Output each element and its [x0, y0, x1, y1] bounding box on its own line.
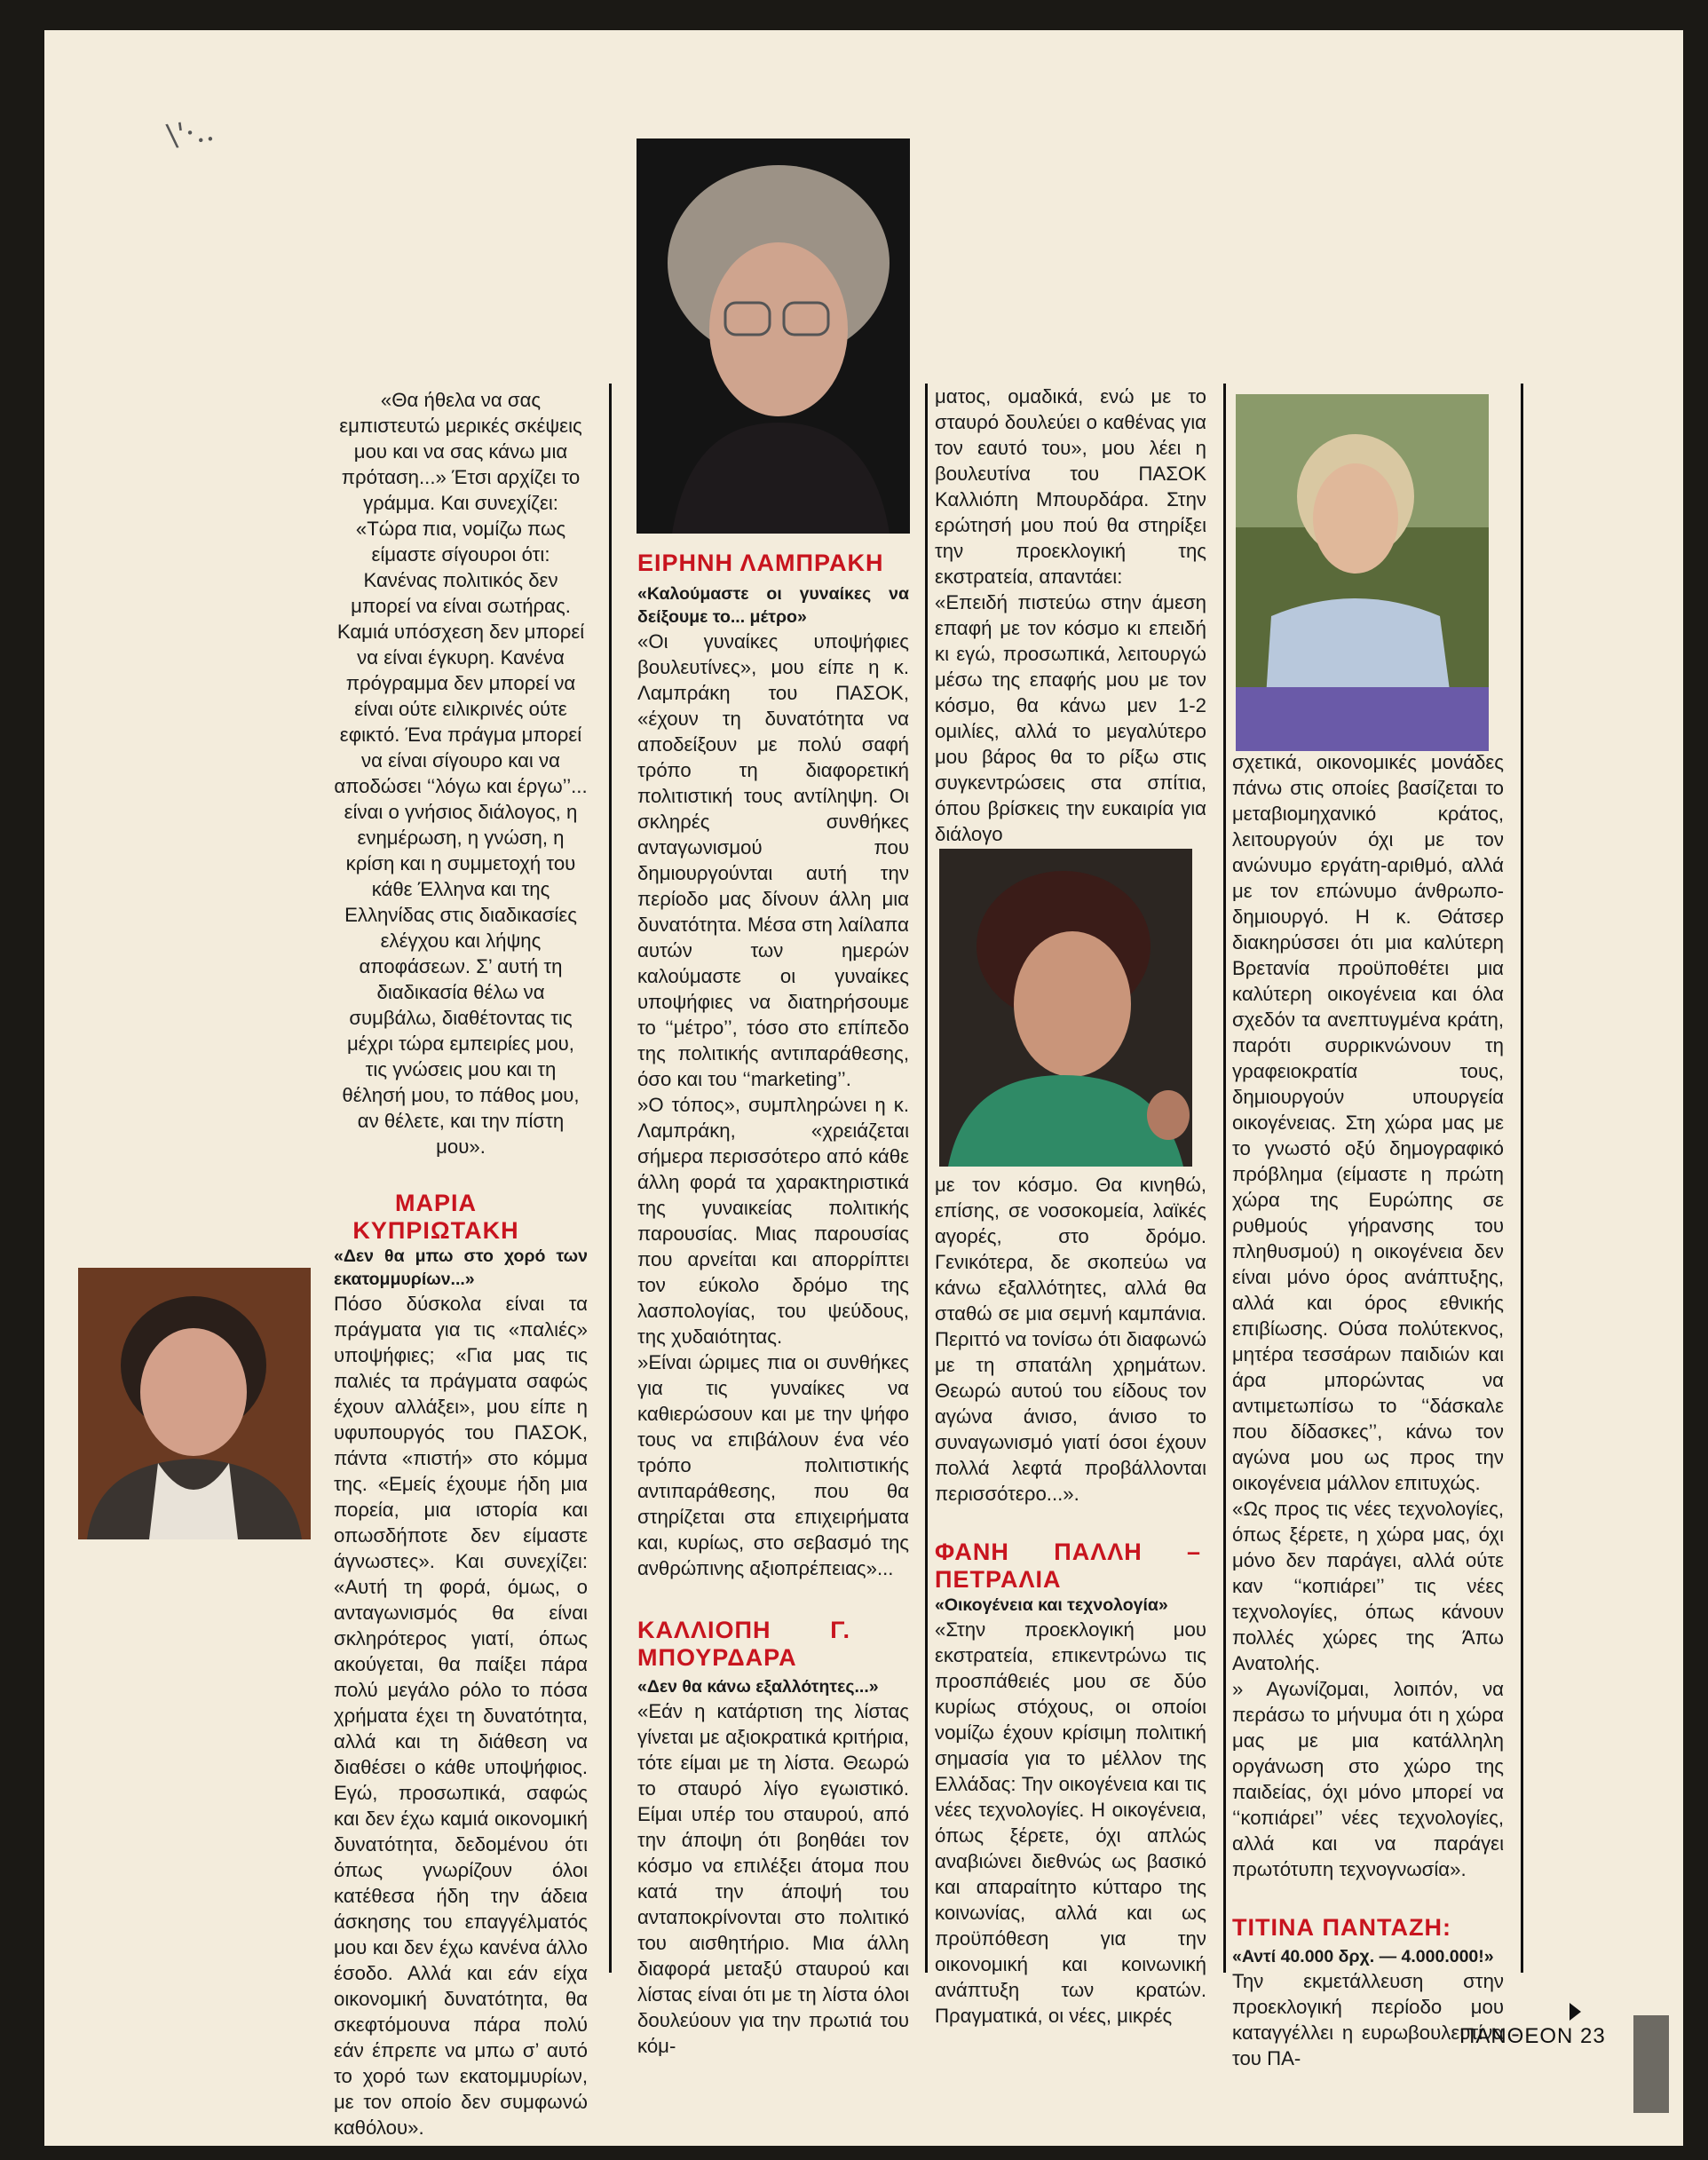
body-bourdara-cont-2: «Επειδή πιστεύω στην άμεση επαφή με τον κόσμο κι επειδή κι εγώ, προσωπικά, λειτουργώ μέσω της επαφής μου με τον κόσμο, θα κάνω μεν 1-2 ομιλίες, αλλά το μεγαλύτερο μου βάρος θα το ρίξω στις συγκεντρώσεις στα σπίτια, όπου βρίσκεις την ευκαιρία για διάλογο [935, 591, 1206, 845]
subheading-pantazi: «Αντί 40.000 δρχ. — 4.000.000!» [1232, 1947, 1494, 1966]
body-petralia-cont-1: σχετικά, οικονομικές μονάδες πάνω στις οποίες βασίζεται το μεταβιομηχανικό κράτος, λειτουργούν όχι με τον ανώνυμο εργάτη-αριθμό, αλλά με τον επώνυμο άνθρωπο-δημιουργό. Η κ. Θάτσερ διακηρύσσει ότι μια καλύτερη Βρετανία προϋποθέτει μια καλύτερη οικογένεια και όλα σχεδόν τα ανεπτυγμένα κράτη, παρότι συρρικνώνουν τη γραφειοκρατία τους, δημιουργούν υπουργεία οικογένειας. Στη χώρα μας με το γνωστό οξύ δημογραφικό πρόβλημα (είμαστε η πρώτη χώρα της Ευρώπης σε ρυθμούς γήρανσης του πληθυσμού) η οικογένεια δεν είναι μόνο όρος ανάπτυξης, αλλά και όρος εθνικής επιβίωσης. Ούσα πολύτεκνος, μητέρα τεσσάρων παιδιών και άρα μπορώντας να αντιμετωπίσω το ‘‘δάσκαλε που δίδασκες’’, κάνω τον αγώνα μου ως προς την οικογένεια μάλλον επιτυχώς. [1232, 751, 1504, 1494]
photo-kalliopi-bourdara [939, 849, 1192, 1167]
body-petralia-cont-2: «Ως προς τις νέες τεχνολογίες, όπως ξέρετε, η χώρα μας, όχι μόνο δεν παράγει, αλλά ούτε καν ‘‘κοπιάρει’’ τις νέες τεχνολογίες, όπως κάνουν πολλές χώρες της Άπω Ανατολής. [1232, 1498, 1504, 1674]
pencil-scribble: \'·.. [164, 112, 217, 154]
column-rule-1 [609, 384, 612, 1973]
archive-stamp [1633, 2015, 1669, 2113]
page-footer: ΠΑΝΘΕΟΝ 23 [1459, 2024, 1606, 2048]
body-bourdara-cont-3: με τον κόσμο. Θα κινηθώ, επίσης, σε νοσοκομεία, λαϊκές αγορές, στο δρόμο. Γενικότερα, δε σκοπεύω να κάνω εξαλλότητες, αλλά θα σταθώ σε μια σεμνή καμπάνια. Περιττό να τονίσω ότι διαφωνώ με τη σπατάλη χρημάτων. Θεωρώ αυτού του είδους τον αγώνα άνισο, άνισο το συναγωνισμό γιατί όσοι έχουν πολλά λεφτά προβάλλονται περισσότερο...». [935, 1174, 1206, 1505]
subheading-lamprakis: «Καλούμαστε οι γυναίκες να δείξουμε το... μέτρο» [637, 584, 909, 627]
heading-maria-kypriotaki: ΜΑΡΙΑ ΚΥΠΡΙΩΤΑΚΗ [352, 1190, 519, 1244]
column-1 [334, 387, 588, 2140]
heading-fani-palli-petralia: ΦΑΝΗ ΠΑΛΛΗ – ΠΕΤΡΑΛΙΑ [935, 1539, 1201, 1593]
body-petralia-cont-3: » Αγωνίζομαι, λοιπόν, να περάσω το μήνυμα ότι η χώρα μας με μια κατάλληλη οργάνωση στο χώρο της παιδείας, όχι μόνο μπορεί να ‘‘κοπιάρει’’ νέες τεχνολογίες, αλλά και να παράγει πρωτότυπη τεχνογνωσία». [1232, 1678, 1504, 1880]
subheading-kypriotaki: «Δεν θα μπω στο χορό των εκατομμυρίων...» [334, 1246, 588, 1289]
body-lamprakis-1: «Οι γυναίκες υποψήφιες βουλευτίνες», μου είπε η κ. Λαμπράκη του ΠΑΣΟΚ, «έχουν τη δυνατότητα να αποδείξουν με πολύ σαφή τρόπο τη διαφορετική πολιτιστική τους αντίληψη. Οι σκληρές συνθήκες ανταγωνισμού που δημιουργούνται αυτή την περίοδο μας δίνουν άλλη μια δυνατότητα. Μέσα στη λαίλαπα αυτών των ημερών καλούμαστε οι γυναίκες υποψήφιες να διατηρήσουμε το ‘‘μέτρο’’, τόσο στο επίπεδο της πολιτικής αντιπαράθεσης, όσο και του ‘‘marketing’’. [637, 630, 909, 1090]
photo-titina-pantazi [1236, 394, 1489, 751]
subheading-palli-petralia: «Οικογένεια και τεχνολογία» [935, 1595, 1168, 1615]
column-3-lower [935, 1172, 1206, 2029]
heading-eirini-lamprakis: ΕΙΡΗΝΗ ΛΑΜΠΡΑΚΗ [637, 550, 884, 576]
column-4 [1232, 749, 1504, 2071]
article-intro: «Θα ήθελα να σας εμπιστευτώ μερικές σκέψεις μου και να σας κάνω μια πρόταση...» Έτσι αρχίζει το γράμμα. Και συνεχίζει: «Τώρα πια, νομίζω πως είμαστε σίγουροι ότι: Κανένας πολιτικός δεν μπορεί να είναι σωτήρας. Καμιά υπόσχεση δεν μπορεί να είναι έγκυρη. Κανένα πρόγραμμα δεν μπορεί να είναι ούτε ειλικρινές ούτε εφικτό. Ένα πράγμα μπορεί να είναι σίγουρο και να αποδώσει ‘‘λόγω και έργω’’... είναι ο γνήσιος διάλογος, η ενημέρωση, η γνώση, η κρίση και η συμμετοχή του κάθε Έλληνα και της Ελληνίδας στις διαδικασίες ελέγχου και λήψης αποφάσεων. Σ’ αυτή τη διαδικασία θέλω να συμβάλω, διαθέτοντας τις μέχρι τώρα εμπειρίες μου, τις γνώσεις μου και τη θέλησή μου, το πάθος μου, αν θέλετε, και την πίστη μου». [334, 389, 588, 1158]
column-rule-2 [925, 384, 928, 1973]
subheading-bourdara: «Δεν θα κάνω εξαλλότητες...» [637, 1677, 879, 1697]
body-bourdara: «Εάν η κατάρτιση της λίστας γίνεται με αξιοκρατικά κριτήρια, τότε είμαι με τη λίστα. Θεωρώ το σταυρό λίγο εγωιστικό. Είμαι υπέρ του σταυρού, από την άποψη ότι βοηθάει τον κόσμο να επιλέξει άτομα που κατά την άποψή του ανταποκρίνονται στο πολιτικό του αισθητήριο. Μια άλλη διαφορά μεταξύ σταυρού και λίστας είναι ότι με τη λίστα όλοι δουλεύουν για την πρωτιά του κόμ- [637, 1700, 909, 2057]
continue-arrow-icon [1570, 2003, 1581, 2021]
body-bourdara-cont-1: ματος, ομαδικά, ενώ με το σταυρό δουλεύει ο καθένας για τον εαυτό του», μου λέει η βουλευτίνα του ΠΑΣΟΚ Καλλιόπη Μπουρδάρα. Στην ερώτησή μου πού θα στηρίξει την προεκλογική της εκστρατεία, απαντάει: [935, 385, 1206, 588]
column-3 [935, 384, 1206, 847]
photo-maria-kypriotaki [78, 1268, 311, 1539]
body-lamprakis-3: »Είναι ώριμες πια οι συνθήκες για τις γυναίκες να καθιερώσουν και με την ψήφο τους να επιβάλουν ένα νέο τρόπο πολιτιστικής αντιπαράθεσης, που θα στηρίζεται στα επιχειρήματα και, κυρίως, στο σεβασμό της ανθρώπινης αξιοπρέπειας»... [637, 1351, 909, 1579]
column-2 [637, 550, 909, 2059]
photo-eirini-lamprakis [637, 138, 910, 534]
body-palli-petralia: «Στην προεκλογική μου εκστρατεία, επικεντρώνω τις προσπάθειές μου σε δύο κυρίως στόχους, οι οποίοι νομίζω έχουν κρίσιμη πολιτική σημασία για το μέλλον της Ελλάδας: Την οικογένεια και τις νέες τεχνολογίες. Η οικογένεια, όπως ξέρετε, όχι απλώς αναβιώνει διεθνώς ως βασικό και απαραίτητο κύτταρο της κοινωνίας, αλλά και ως προϋπόθεση για την οικονομική και κοινωνική ανάπτυξη των κρατών. Πραγματικά, οι νέες, μικρές [935, 1618, 1206, 2027]
body-kypriotaki: Πόσο δύσκολα είναι τα πράγματα για τις «παλιές» υποψήφιες; «Για μας τις παλιές τα πράγματα σαφώς έχουν αλλάξει», μου είπε η υφυπουργός του ΠΑΣΟΚ, πάντα «πιστή» στο κόμμα της. «Εμείς έχουμε ήδη μια πορεία, μια ιστορία και οπωσδήποτε δεν είμαστε άγνωστες». Και συνεχίζει: «Αυτή τη φορά, όμως, ο ανταγωνισμός θα είναι σκληρότερος γιατί, όπως ακούγεται, θα παίξει πάρα πολύ μεγάλο ρόλο το πόσα χρήματα έχει τη δυνατότητα, αλλά και τη διάθεση να διαθέσει ο κάθε υποψήφιος. Εγώ, προσωπικά, σαφώς και δεν έχω καμιά οικονομική δυνατότητα, δεδομένου ότι όπως γνωρίζουν όλοι κατέθεσα ήδη την άδεια άσκησης του επαγγέλματός μου και δεν έχω κανένα άλλο έσοδο. Αλλά και εάν είχα οικονομική δυνατότητα, θα σκεφτόμουνα πάρα πολύ εάν έπρεπε να μπω σ’ αυτό το χορό των εκατομμυρίων, με τον οποίο δεν συμφωνώ καθόλου». [334, 1293, 588, 2139]
column-rule-4 [1521, 384, 1523, 1973]
heading-titina-pantazi: ΤΙΤΙΝΑ ΠΑΝΤΑΖΗ: [1232, 1914, 1451, 1941]
magazine-page [44, 30, 1683, 2146]
body-pantazi: Την εκμετάλλευση στην προεκλογική περίοδο μου καταγγέλλει η ευρωβουλευτίνα του ΠΑ- [1232, 1970, 1504, 2069]
column-rule-3 [1223, 384, 1226, 1973]
body-lamprakis-2: »Ο τόπος», συμπληρώνει η κ. Λαμπράκη, «χρειάζεται σήμερα περισσότερο από κάθε άλλη φορά τα χαρακτηριστικά της γυναικείας πολιτικής παρουσίας. Μιας παρουσίας που αρνείται και απορρίπτει τον εύκολο δρόμο της λασπολογίας, του ψεύδους, της χυδαιότητας. [637, 1094, 909, 1348]
heading-kalliopi-bourdara: ΚΑΛΛΙΟΠΗ Γ. ΜΠΟΥΡΔΑΡΑ [637, 1617, 850, 1671]
